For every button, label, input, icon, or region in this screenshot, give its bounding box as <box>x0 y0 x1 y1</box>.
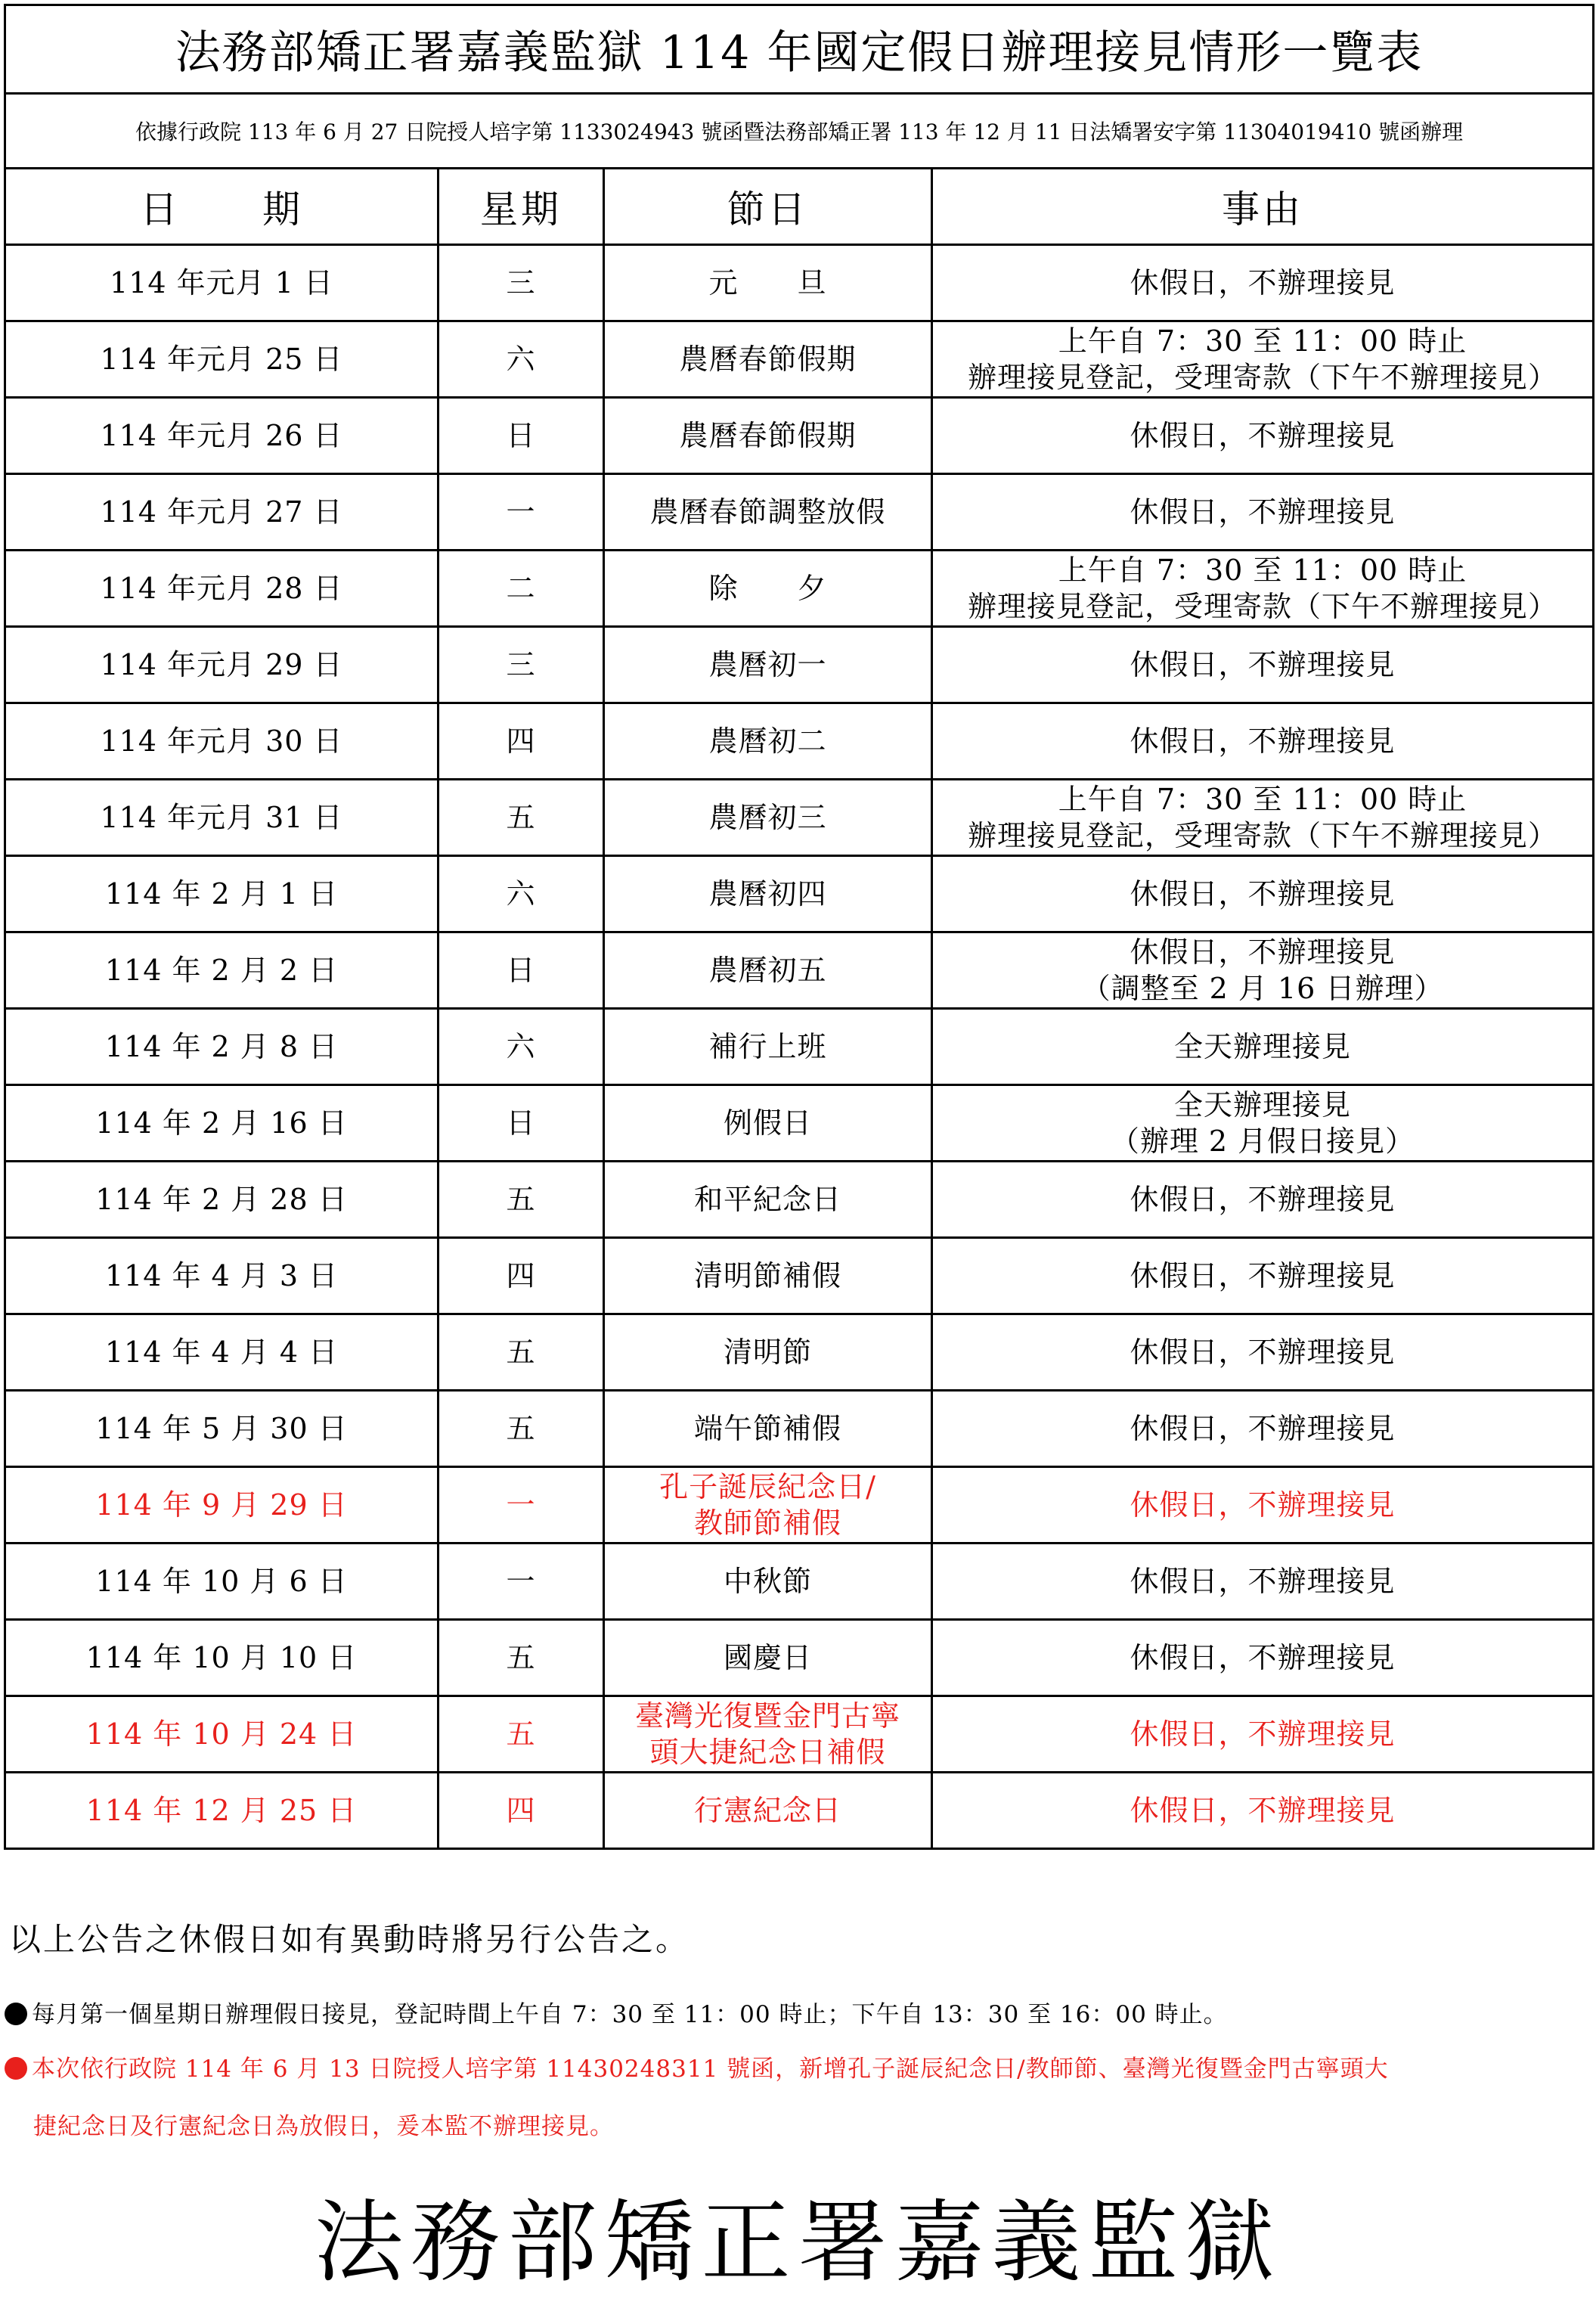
holiday-line: 和平紀念日 <box>693 1183 841 1216</box>
reason-line: 休假日，不辦理接見 <box>1130 1717 1396 1751</box>
cell-reason <box>932 1238 1594 1314</box>
table-row <box>5 856 1594 932</box>
holiday-line: 中秋節 <box>723 1565 812 1598</box>
cell-weekday: 四 <box>439 1238 604 1314</box>
holiday-line: 端午節補假 <box>693 1412 841 1445</box>
cell-holiday <box>604 1467 932 1544</box>
cell-weekday: 五 <box>439 1391 604 1467</box>
cell-holiday <box>604 932 932 1009</box>
cell-weekday: 一 <box>439 1544 604 1620</box>
cell-reason <box>932 1085 1594 1162</box>
cell-holiday <box>604 398 932 474</box>
cell-holiday <box>604 1314 932 1391</box>
cell-date: 114 年元月 28 日 <box>5 551 439 627</box>
reason-line: 休假日，不辦理接見 <box>1130 935 1396 969</box>
reason-line: 休假日，不辦理接見 <box>1130 266 1396 299</box>
cell-date: 114 年元月 27 日 <box>5 474 439 551</box>
cell-holiday <box>604 1696 932 1773</box>
holiday-line: 孔子誕辰紀念日/ <box>659 1470 876 1503</box>
bullet-second <box>5 2049 1389 2083</box>
holiday-line: 農曆春節假期 <box>679 343 857 376</box>
holiday-line: 清明節補假 <box>693 1259 841 1292</box>
table-row <box>5 1314 1594 1391</box>
table-row <box>5 1544 1594 1620</box>
holiday-line: 頭大捷紀念日補假 <box>649 1736 886 1769</box>
cell-reason <box>932 932 1594 1009</box>
cell-reason <box>932 321 1594 398</box>
table-row <box>5 703 1594 780</box>
cell-weekday: 二 <box>439 551 604 627</box>
reason-line: （辦理 2 月假日接見） <box>1110 1125 1415 1158</box>
holiday-line: 例假日 <box>723 1106 812 1140</box>
cell-holiday <box>604 1085 932 1162</box>
cell-reason <box>932 780 1594 856</box>
table-row <box>5 245 1594 321</box>
cell-holiday <box>604 780 932 856</box>
reason-line: （調整至 2 月 16 日辦理） <box>1081 972 1444 1005</box>
holiday-line: 農曆春節調整放假 <box>649 495 886 529</box>
cell-date: 114 年 9 月 29 日 <box>5 1467 439 1544</box>
cell-holiday <box>604 321 932 398</box>
header-holiday: 節日 <box>604 169 932 245</box>
table-row <box>5 398 1594 474</box>
table-row <box>5 1162 1594 1238</box>
holiday-line: 元 旦 <box>708 266 827 299</box>
holiday-line: 行憲紀念日 <box>693 1794 841 1827</box>
holiday-line: 農曆初二 <box>708 724 827 758</box>
cell-reason <box>932 1620 1594 1696</box>
cell-date: 114 年 4 月 4 日 <box>5 1314 439 1391</box>
cell-weekday: 六 <box>439 856 604 932</box>
cell-holiday <box>604 1391 932 1467</box>
holiday-line: 農曆春節假期 <box>679 419 857 452</box>
header-reason: 事由 <box>932 169 1594 245</box>
reason-line: 休假日，不辦理接見 <box>1130 877 1396 911</box>
cell-reason <box>932 1696 1594 1773</box>
holiday-line: 農曆初一 <box>708 648 827 681</box>
cell-weekday: 五 <box>439 780 604 856</box>
holiday-line: 農曆初五 <box>708 954 827 987</box>
reason-line: 休假日，不辦理接見 <box>1130 1794 1396 1827</box>
reason-line: 辦理接見登記，受理寄款（下午不辦理接見） <box>968 819 1558 852</box>
cell-date: 114 年 2 月 16 日 <box>5 1085 439 1162</box>
reason-line: 休假日，不辦理接見 <box>1130 1488 1396 1522</box>
basis-text: 依據行政院 113 年 6 月 27 日院授人培字第 1133024943 號函暨法務部矯正署 113 年 12 月 11 日法矯署安字第 11304019410 號函辦理 <box>5 94 1594 169</box>
cell-weekday: 日 <box>439 1085 604 1162</box>
bullet-second-continued: 捷紀念日及行憲紀念日為放假日，爰本監不辦理接見。 <box>33 2113 614 2140</box>
cell-date: 114 年元月 31 日 <box>5 780 439 856</box>
cell-weekday: 一 <box>439 1467 604 1544</box>
table-row <box>5 1467 1594 1544</box>
table-row <box>5 1696 1594 1773</box>
holiday-line: 農曆初三 <box>708 801 827 834</box>
bullet-first <box>5 1995 1228 2029</box>
cell-date: 114 年元月 25 日 <box>5 321 439 398</box>
cell-weekday: 三 <box>439 245 604 321</box>
table-row <box>5 932 1594 1009</box>
cell-weekday: 三 <box>439 627 604 703</box>
bullet-dot-icon <box>5 2057 27 2080</box>
cell-date: 114 年 2 月 1 日 <box>5 856 439 932</box>
reason-line: 休假日，不辦理接見 <box>1130 1336 1396 1369</box>
holiday-line: 教師節補假 <box>693 1506 841 1540</box>
reason-line: 全天辦理接見 <box>1174 1088 1352 1122</box>
cell-reason <box>932 627 1594 703</box>
cell-date: 114 年元月 29 日 <box>5 627 439 703</box>
cell-date: 114 年 2 月 28 日 <box>5 1162 439 1238</box>
cell-weekday: 六 <box>439 321 604 398</box>
table-row <box>5 780 1594 856</box>
reason-line: 全天辦理接見 <box>1174 1030 1352 1063</box>
table-row <box>5 321 1594 398</box>
cell-reason <box>932 474 1594 551</box>
cell-holiday <box>604 1009 932 1085</box>
cell-reason <box>932 1009 1594 1085</box>
table-body <box>5 245 1594 1849</box>
holiday-line: 補行上班 <box>708 1030 827 1063</box>
table-row <box>5 1773 1594 1849</box>
issuer-signature: 法務部矯正署嘉義監獄 <box>314 2190 1282 2294</box>
cell-weekday: 五 <box>439 1314 604 1391</box>
reason-line: 休假日，不辦理接見 <box>1130 419 1396 452</box>
reason-line: 休假日，不辦理接見 <box>1130 1259 1396 1292</box>
page-title: 法務部矯正署嘉義監獄 114 年國定假日辦理接見情形一覽表 <box>5 5 1594 94</box>
reason-line: 上午自 7：30 至 11：00 時止 <box>1058 324 1467 358</box>
cell-weekday: 四 <box>439 703 604 780</box>
holiday-line: 臺灣光復暨金門古寧 <box>634 1699 900 1733</box>
cell-date: 114 年 4 月 3 日 <box>5 1238 439 1314</box>
cell-holiday <box>604 1544 932 1620</box>
holiday-line: 除 夕 <box>708 572 827 605</box>
cell-holiday <box>604 856 932 932</box>
holiday-line: 農曆初四 <box>708 877 827 911</box>
cell-reason <box>932 1773 1594 1849</box>
cell-weekday: 五 <box>439 1162 604 1238</box>
cell-reason <box>932 398 1594 474</box>
bullet-first-text: 每月第一個星期日辦理假日接見，登記時間上午自 7：30 至 11：00 時止；下午自 13：30 至 16：00 時止。 <box>32 2001 1228 2028</box>
cell-date: 114 年 5 月 30 日 <box>5 1391 439 1467</box>
reason-line: 休假日，不辦理接見 <box>1130 1183 1396 1216</box>
cell-holiday <box>604 245 932 321</box>
cell-reason <box>932 703 1594 780</box>
cell-weekday: 五 <box>439 1620 604 1696</box>
cell-date: 114 年元月 30 日 <box>5 703 439 780</box>
cell-holiday <box>604 1162 932 1238</box>
cell-date: 114 年元月 26 日 <box>5 398 439 474</box>
cell-date: 114 年 10 月 6 日 <box>5 1544 439 1620</box>
cell-reason <box>932 1467 1594 1544</box>
reason-line: 辦理接見登記，受理寄款（下午不辦理接見） <box>968 361 1558 394</box>
table-row <box>5 1085 1594 1162</box>
cell-date: 114 年 2 月 2 日 <box>5 932 439 1009</box>
header-weekday: 星期 <box>439 169 604 245</box>
cell-reason <box>932 856 1594 932</box>
table-row <box>5 1620 1594 1696</box>
cell-reason <box>932 1314 1594 1391</box>
cell-reason <box>932 551 1594 627</box>
holiday-line: 國慶日 <box>723 1641 812 1674</box>
cell-weekday: 日 <box>439 932 604 1009</box>
cell-date: 114 年 2 月 8 日 <box>5 1009 439 1085</box>
cell-holiday <box>604 1773 932 1849</box>
reason-line: 休假日，不辦理接見 <box>1130 1565 1396 1598</box>
holiday-line: 清明節 <box>723 1336 812 1369</box>
cell-date: 114 年 10 月 10 日 <box>5 1620 439 1696</box>
cell-weekday: 日 <box>439 398 604 474</box>
change-notice: 以上公告之休假日如有異動時將另行公告之。 <box>9 1921 690 1958</box>
reason-line: 上午自 7：30 至 11：00 時止 <box>1058 783 1467 816</box>
cell-holiday <box>604 1238 932 1314</box>
cell-holiday <box>604 551 932 627</box>
reason-line: 上午自 7：30 至 11：00 時止 <box>1058 554 1467 587</box>
cell-reason <box>932 1544 1594 1620</box>
reason-line: 休假日，不辦理接見 <box>1130 495 1396 529</box>
table-row <box>5 1391 1594 1467</box>
reason-line: 休假日，不辦理接見 <box>1130 1641 1396 1674</box>
cell-holiday <box>604 1620 932 1696</box>
bullet-dot-icon <box>5 2003 27 2025</box>
table-row <box>5 474 1594 551</box>
reason-line: 休假日，不辦理接見 <box>1130 1412 1396 1445</box>
header-date: 日 期 <box>5 169 439 245</box>
cell-reason <box>932 1391 1594 1467</box>
cell-date: 114 年 12 月 25 日 <box>5 1773 439 1849</box>
cell-date: 114 年元月 1 日 <box>5 245 439 321</box>
cell-weekday: 五 <box>439 1696 604 1773</box>
bullet-second-text: 本次依行政院 114 年 6 月 13 日院授人培字第 11430248311 號函，新增孔子誕辰紀念日/教師節、臺灣光復暨金門古寧頭大 <box>32 2055 1389 2083</box>
table-row <box>5 551 1594 627</box>
cell-holiday <box>604 627 932 703</box>
cell-weekday: 六 <box>439 1009 604 1085</box>
schedule-table <box>4 4 1594 1850</box>
notice-sheet <box>4 4 1592 1850</box>
reason-line: 辦理接見登記，受理寄款（下午不辦理接見） <box>968 590 1558 623</box>
table-row <box>5 627 1594 703</box>
cell-reason <box>932 245 1594 321</box>
cell-weekday: 四 <box>439 1773 604 1849</box>
reason-line: 休假日，不辦理接見 <box>1130 724 1396 758</box>
table-row <box>5 1238 1594 1314</box>
table-row <box>5 1009 1594 1085</box>
cell-holiday <box>604 703 932 780</box>
cell-date: 114 年 10 月 24 日 <box>5 1696 439 1773</box>
cell-reason <box>932 1162 1594 1238</box>
cell-weekday: 一 <box>439 474 604 551</box>
cell-holiday <box>604 474 932 551</box>
reason-line: 休假日，不辦理接見 <box>1130 648 1396 681</box>
